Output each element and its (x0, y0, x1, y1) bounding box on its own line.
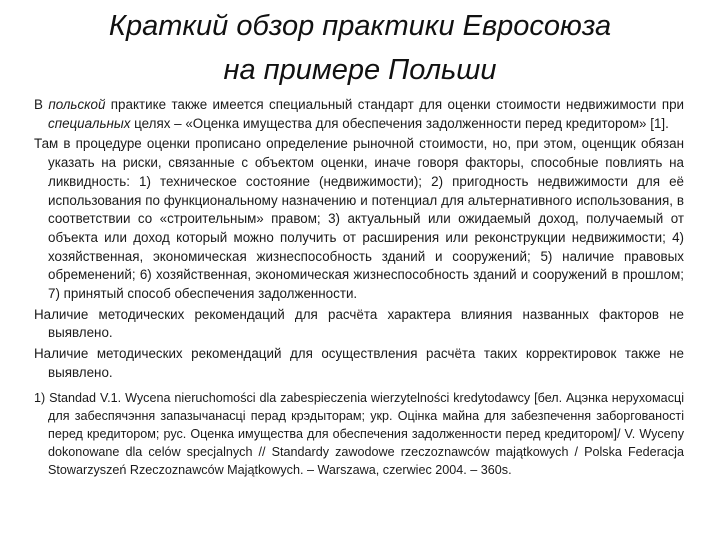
slide-title-line-1: Краткий обзор практики Евросоюза (108, 10, 612, 42)
slide-title (0, 4, 720, 92)
p1-text-b: практике также имеется специальный стандарт для оценки стоимости недвижимости при (105, 97, 685, 112)
footnote-reference: 1) Standad V.1. Wycena nieruchomości dla zabespieczenia wierzytelności kredytodawcy [бел. Ацэнка нерухомасці для забеспячэння запазычанасці перад крэдыторам; укр. Оцінка майна для забезпечення заборгованості перед кредитором; рус. Оценка имущества для обеспечения задолженности перед кредитором]/ V. Wyceny dokonowane dla celów specjalnych // Standardy zawodowe rzeczoznawców majątkowych / Polska Federacja Stowarzyszeń Rzeczoznawców Majątkowych. – Warszawa, czerwiec 2004. – 360s. (34, 390, 684, 477)
p1-text-c: целях – «Оценка имущества для обеспечения задолженности перед кредитором» [1]. (130, 115, 669, 131)
p1-emphasis-special: специальных (48, 115, 131, 131)
paragraph-polish-standard (34, 96, 684, 133)
slide-body (34, 96, 684, 479)
p1-text-a: В (34, 97, 49, 112)
paragraph-valuation-procedure: Там в процедуре оценки прописано определение рыночной стоимости, но, при этом, оценщик обязан указать на риски, связанные с объектом оценки, иначе говоря факторы, способные повлиять на ликвидность: 1) техническое состояние (недвижимости); 2) пригодность недвижимости для её использования по функциональному назначению и потенциал для альтернативного использования, в соответствии со «строительным» правом; 3) актуальный или ожидаемый доход, получаемый от объекта или доход который можно получить от расширения или реконструкции недвижимости; 4) хозяйственная, экономическая жизнеспособность зданий и сооружений; 5) наличие правовых обременений; 6) хозяйственная, экономическая жизнеспособность зданий и сооружений в прошлом; 7) принятый способ обеспечения задолженности. (34, 136, 684, 302)
p1-emphasis-polish: польской (48, 97, 106, 112)
slide-title-line-2: на примере Польши (223, 54, 497, 86)
paragraph-methodology-factors: Наличие методических рекомендаций для расчёта характера влияния названных факторов не выявлено. (34, 306, 684, 341)
paragraph-methodology-adjustments: Наличие методических рекомендаций для осуществления расчёта таких корректировок также не выявлено. (34, 346, 684, 380)
